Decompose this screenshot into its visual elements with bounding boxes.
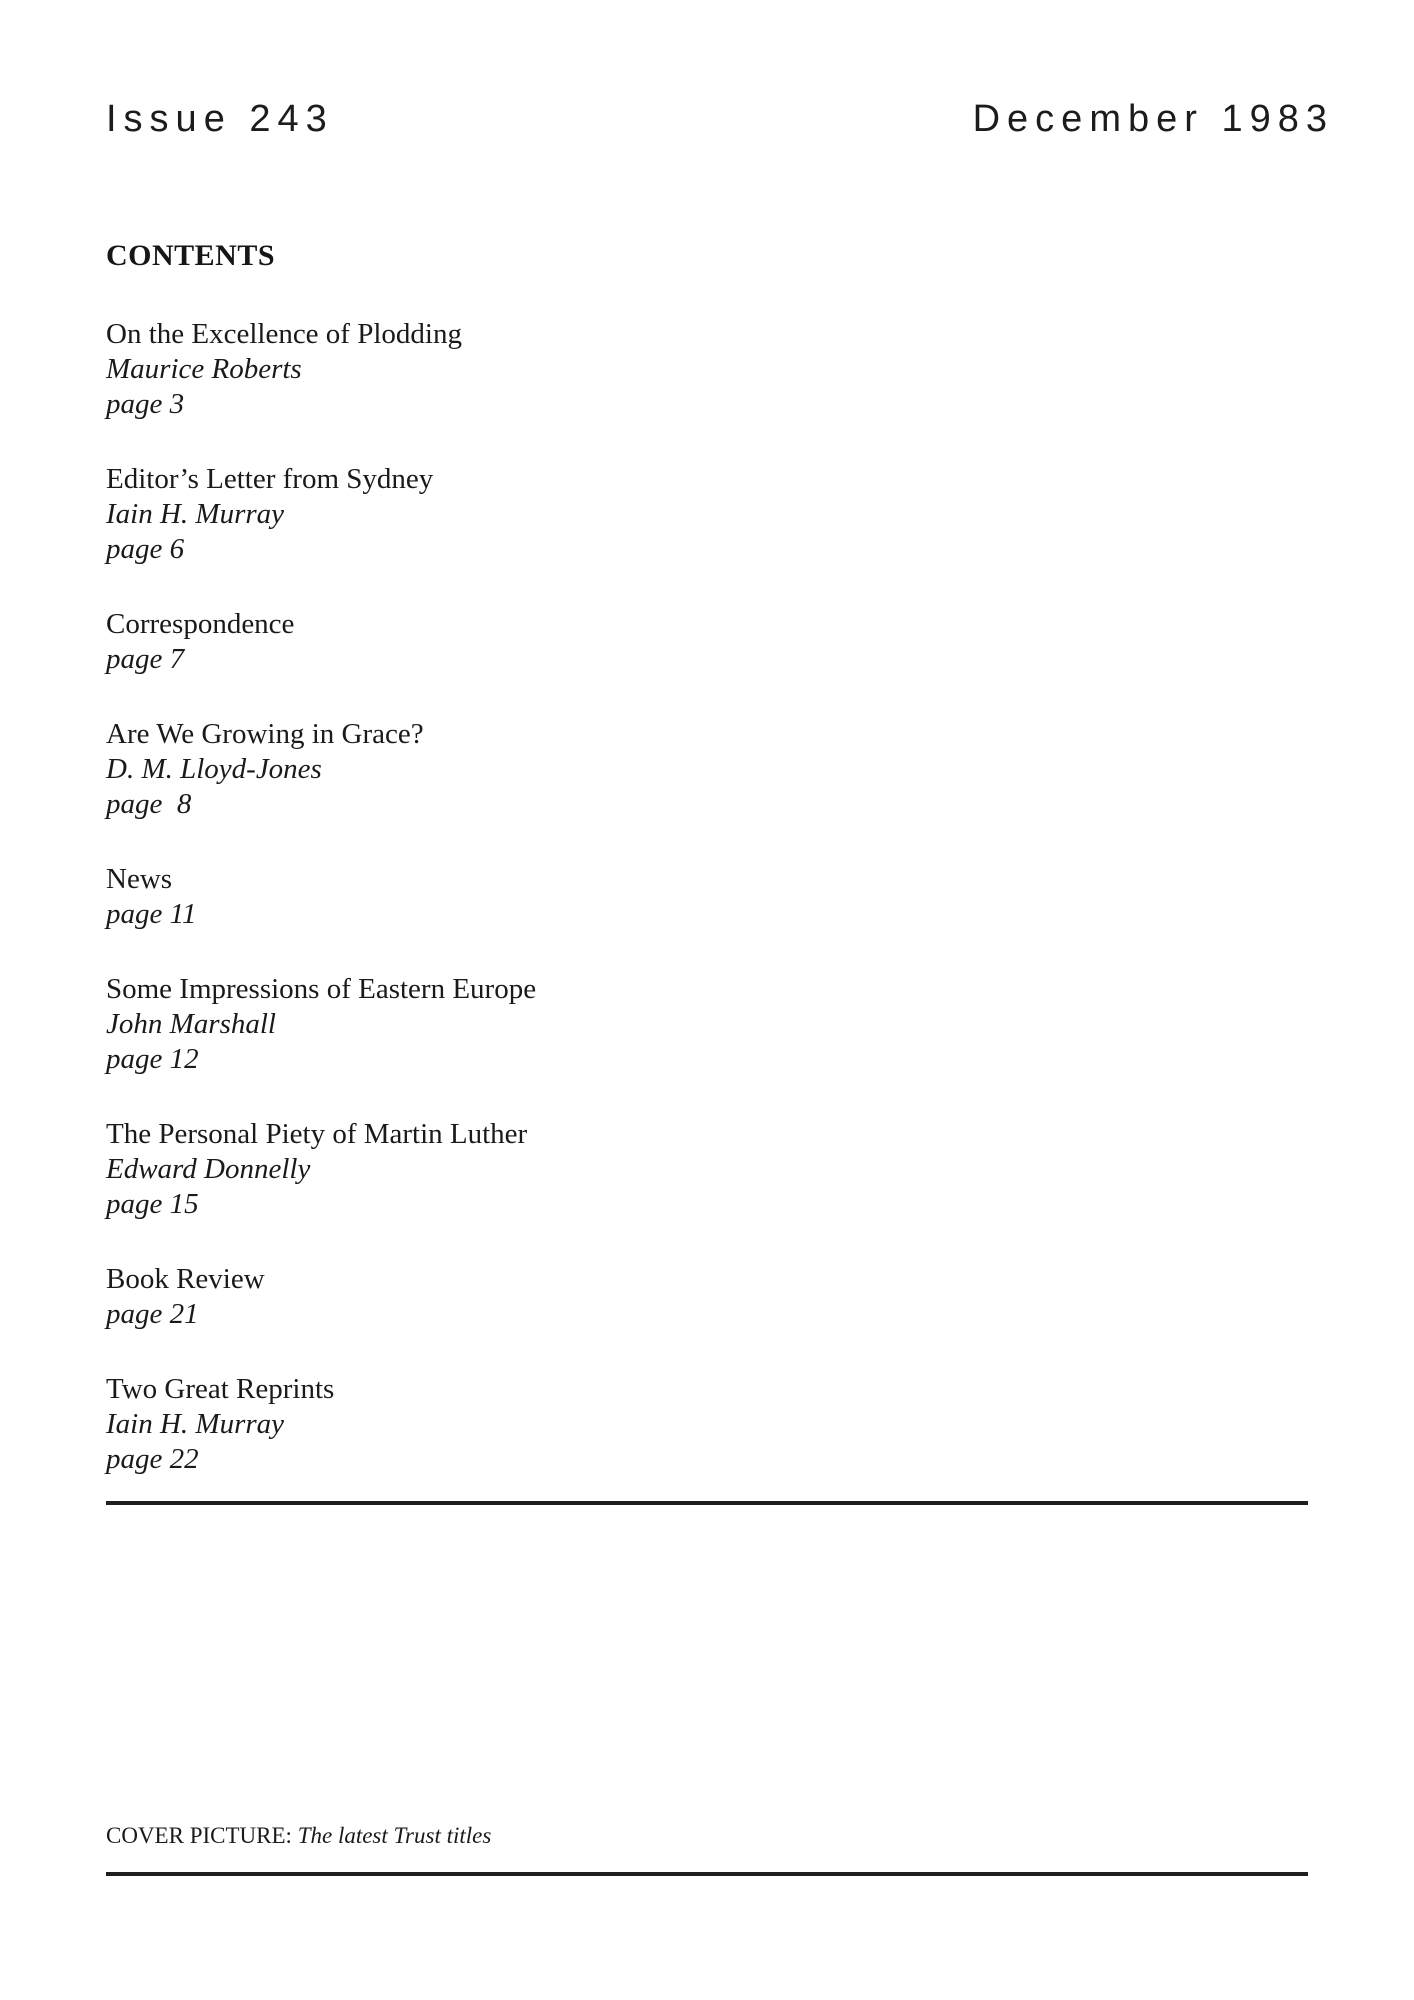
toc-entry-title: Some Impressions of Eastern Europe	[106, 973, 537, 1005]
toc-entry-page: page 15	[106, 1188, 199, 1220]
toc-entry-author: Maurice Roberts	[106, 353, 302, 385]
issue-label: Issue 243	[106, 98, 334, 140]
toc-entry	[106, 972, 1308, 1077]
toc-entry-title: On the Excellence of Plodding	[106, 318, 462, 350]
toc-entry-page: page 22	[106, 1443, 199, 1475]
toc-entry-author: John Marshall	[106, 1008, 276, 1040]
toc-entry-title: Correspondence	[106, 608, 295, 640]
toc-entry-page: page 12	[106, 1043, 199, 1075]
toc-entry	[106, 607, 1308, 677]
date-label: December 1983	[972, 98, 1334, 140]
toc-entry-title: Are We Growing in Grace?	[106, 718, 424, 750]
toc-entry-title: Editor’s Letter from Sydney	[106, 463, 434, 495]
contents-heading: CONTENTS	[106, 239, 276, 272]
toc-entry-title: News	[106, 863, 173, 895]
toc-entry-page: page 21	[106, 1298, 199, 1330]
toc-entry-title: Book Review	[106, 1263, 265, 1295]
toc-entry-author: D. M. Lloyd-Jones	[106, 753, 322, 785]
footer-rule	[106, 1872, 1308, 1876]
cover-picture-caption: The latest Trust titles	[297, 1823, 492, 1848]
toc-entry-page: page 7	[106, 643, 185, 675]
table-of-contents	[106, 317, 1308, 1477]
toc-entry	[106, 862, 1308, 932]
toc-entry	[106, 317, 1308, 422]
toc-entry-page: page 11	[106, 898, 197, 930]
cover-picture-label: COVER PICTURE:	[106, 1823, 292, 1848]
toc-entry-page: page 3	[106, 388, 185, 420]
toc-entry	[106, 1262, 1308, 1332]
toc-entry-title: Two Great Reprints	[106, 1373, 335, 1405]
toc-entry-author: Iain H. Murray	[106, 498, 285, 530]
toc-entry	[106, 1117, 1308, 1222]
toc-divider-rule	[106, 1501, 1308, 1505]
toc-entry-author: Edward Donnelly	[106, 1153, 311, 1185]
toc-entry	[106, 717, 1308, 822]
toc-entry	[106, 462, 1308, 567]
toc-entry-author: Iain H. Murray	[106, 1408, 285, 1440]
toc-entry-title: The Personal Piety of Martin Luther	[106, 1118, 528, 1150]
toc-entry-page: page 8	[106, 788, 192, 820]
cover-picture-line	[106, 1820, 1308, 1852]
toc-entry	[106, 1372, 1308, 1477]
toc-entry-page: page 6	[106, 533, 185, 565]
page-header	[106, 98, 1334, 140]
